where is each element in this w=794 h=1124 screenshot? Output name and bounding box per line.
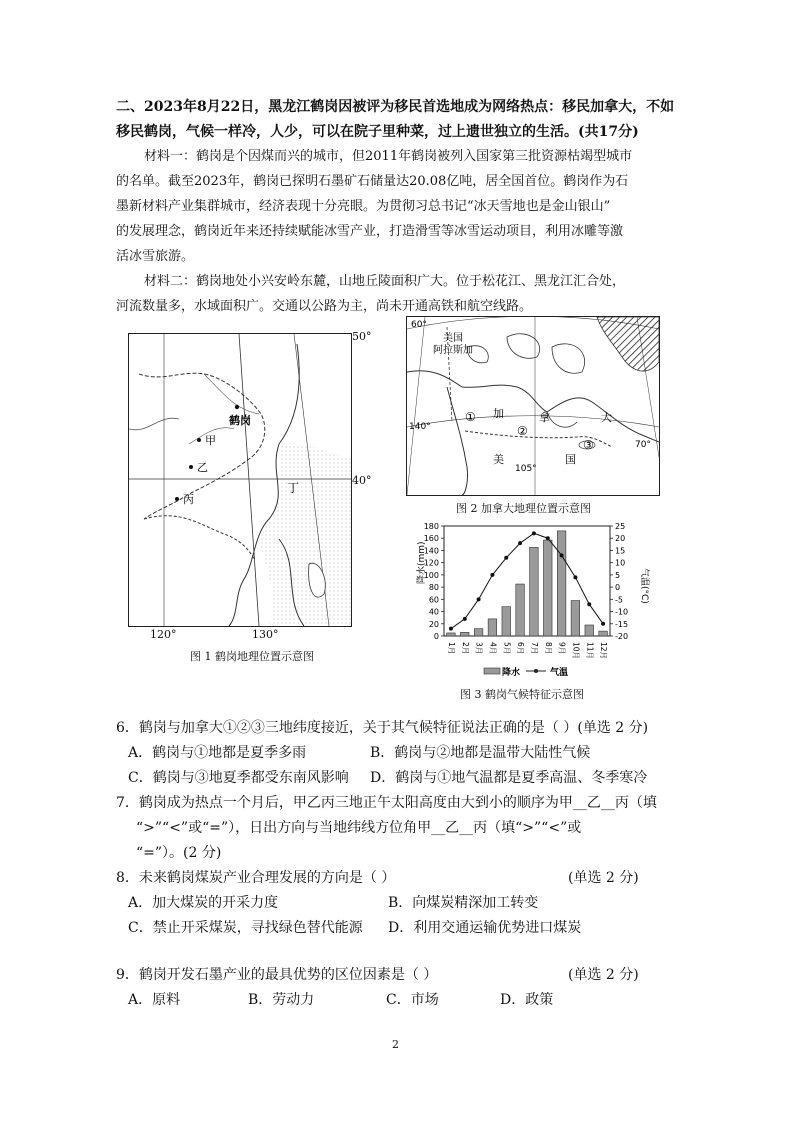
precip-bar (447, 633, 456, 636)
temperature-line (451, 533, 603, 628)
temperature-point (587, 602, 591, 606)
fig3-caption: 图 3 鹤岗气候特征示意图 (460, 688, 584, 701)
precip-bar (571, 601, 580, 636)
temperature-point (560, 553, 564, 557)
yi-point (189, 465, 193, 469)
month-label: 3月 (474, 642, 484, 655)
ylabel-left: 降水(mm) (417, 541, 427, 584)
month-label: 6月 (516, 642, 526, 655)
ytick-right-label: -5 (615, 595, 623, 605)
ytick-left-label: 60 (428, 595, 439, 605)
page-number: 2 (392, 1038, 399, 1051)
q9-option-b[interactable]: B．劳动力 (248, 992, 315, 1008)
ding-label: 丁 (287, 481, 300, 495)
legend-bar-swatch (484, 668, 500, 674)
q6-option-a[interactable]: A．鹤岗与①地都是夏季多雨 (128, 745, 307, 761)
q7-line2: “>”“<”或“=”），日出方向与当地纬线方位角甲__乙__丙（填“>”“<”或 (136, 820, 582, 836)
month-label: 12月 (599, 642, 609, 660)
ylabel-right: 气温(°C) (639, 568, 649, 604)
fig2-lon-70: 70° (635, 440, 651, 450)
canada-map-drawing (407, 317, 659, 495)
q8-option-b[interactable]: B．向煤炭精深加工转变 (388, 895, 539, 911)
fig1-lat-50: 50° (352, 330, 372, 343)
month-label: 9月 (557, 642, 567, 655)
precip-bar (516, 584, 525, 636)
fig2-lon-140: 140° (409, 422, 431, 432)
ytick-right-label: -10 (615, 607, 629, 617)
q8-option-c[interactable]: C．禁止开采煤炭，寻找绿色替代能源 (128, 920, 363, 936)
material1-line4: 的发展理念，鹤岗近年来还持续赋能冰雪产业，打造滑雪等冰雪运动项目，利用冰雕等激 (116, 224, 624, 239)
material1-line1: 材料一：鹤岗是个因煤而兴的城市，但2011年鹤岗被列入国家第三批资源枯竭型城市 (144, 149, 633, 164)
q6-option-d[interactable]: D．鹤岗与①地气温都是夏季高温、冬季寒冷 (370, 770, 648, 786)
month-label: 2月 (460, 642, 470, 655)
hegang-map (128, 333, 352, 627)
month-label: 10月 (571, 642, 581, 660)
bing-point (175, 497, 179, 501)
month-label: 4月 (488, 642, 498, 655)
canada-char-jia: 加 (493, 407, 504, 420)
climate-chart-svg (406, 518, 658, 704)
hegang-label: 鹤岗 (229, 414, 251, 427)
usa-char-mei: 美 (493, 453, 504, 466)
temperature-point (532, 531, 536, 535)
temperature-point (490, 573, 494, 577)
q8-option-a[interactable]: A．加大煤炭的开采力度 (128, 895, 279, 911)
ytick-left-label: 20 (428, 619, 439, 629)
ytick-left-label: 140 (423, 546, 439, 556)
ytick-right-label: -20 (615, 632, 629, 641)
ytick-right-label: 20 (615, 534, 626, 544)
fig2-lon-105: 105° (515, 464, 537, 474)
canada-map (406, 316, 660, 496)
fig1-lat-40: 40° (352, 474, 372, 487)
precip-bar (460, 632, 469, 636)
section-heading-line1: 二、2023年8月22日，黑龙江鹤岗因被评为移民首选地成为网络热点：移民加拿大，不如 (116, 99, 675, 115)
legend-precip: 降水 (502, 668, 521, 678)
ytick-right-label: 0 (615, 583, 621, 593)
site-3: ③ (583, 438, 594, 452)
precip-bar (585, 625, 594, 636)
ytick-left-label: 120 (423, 558, 439, 568)
q6-stem: 6．鹤岗与加拿大①②③三地纬度接近，关于其气候特征说法正确的是（ ）(单选 2 分) (116, 720, 649, 736)
bing-label: 丙 (183, 493, 194, 506)
precip-bar (530, 547, 539, 636)
fig1-lon-130: 130° (252, 628, 279, 641)
site-1: ① (465, 410, 476, 424)
q6-option-b[interactable]: B．鹤岗与②地都是温带大陆性气候 (370, 745, 591, 761)
fig2-lat-60: 60° (411, 320, 427, 330)
ytick-left-label: 80 (428, 583, 439, 593)
ytick-right-label: 25 (615, 522, 626, 531)
precip-bar (599, 631, 608, 636)
hegang-point (235, 405, 239, 409)
climate-chart (406, 518, 658, 704)
ytick-left-label: 160 (423, 534, 439, 544)
temperature-point (449, 627, 453, 631)
q8-stem: 8．未来鹤岗煤炭产业合理发展的方向是（ ） (116, 870, 396, 886)
jia-point (197, 438, 201, 442)
alaska-line1: 美国 (443, 333, 463, 344)
temperature-point (601, 622, 605, 626)
q9-option-a[interactable]: A．原料 (128, 992, 181, 1008)
q7-line1: 7．鹤岗成为热点一个月后，甲乙丙三地正午太阳高度由大到小的顺序为甲__乙__丙（填 (116, 795, 657, 811)
ytick-left-label: 40 (428, 607, 439, 617)
precip-bar (543, 540, 552, 636)
site-2: ② (517, 424, 528, 438)
ytick-left-label: 180 (423, 522, 439, 531)
canada-char-na: 拿 (539, 411, 550, 424)
fig1-lon-120: 120° (150, 628, 177, 641)
ytick-left-label: 100 (423, 570, 439, 580)
material2-line1: 材料二：鹤岗地处小兴安岭东麓，山地丘陵面积广大。位于松花江、黑龙江汇合处， (144, 274, 626, 289)
q6-option-c[interactable]: C．鹤岗与③地夏季都受东南风影响 (128, 770, 349, 786)
ytick-right-label: 15 (615, 546, 626, 556)
ytick-right-label: 10 (615, 558, 626, 568)
month-label: 1月 (446, 642, 456, 655)
temperature-point (477, 597, 481, 601)
month-label: 8月 (543, 642, 553, 655)
temperature-point (504, 556, 508, 560)
q8-tag: (单选 2 分) (568, 870, 639, 886)
temperature-point (463, 617, 467, 621)
alaska-line2: 阿拉斯加 (433, 345, 473, 356)
legend-temp: 气温 (550, 668, 569, 678)
q7-line3: “=”）。(2 分) (136, 845, 222, 861)
fig2-caption: 图 2 加拿大地理位置示意图 (456, 502, 591, 515)
ytick-right-label: -15 (615, 619, 629, 629)
jia-label: 甲 (205, 434, 216, 447)
material1-line5: 活冰雪旅游。 (116, 249, 195, 264)
q9-option-c[interactable]: C．市场 (386, 992, 439, 1008)
precip-bar (557, 531, 566, 636)
material1-line3: 墨新材料产业集群城市，经济表现十分亮眼。为贯彻习总书记“冰天雪地也是金山银山” (116, 199, 611, 214)
temperature-point (546, 536, 550, 540)
precip-bar (488, 619, 497, 636)
q9-stem: 9．鹤岗开发石墨产业的最具优势的区位因素是（ ） (116, 967, 438, 983)
material2-line2: 河流数量多，水域面积广。交通以公路为主，尚未开通高铁和航空线路。 (116, 299, 533, 314)
month-label: 5月 (502, 642, 512, 655)
legend-line-marker (534, 669, 538, 673)
yi-label: 乙 (197, 461, 208, 474)
q8-option-d[interactable]: D．利用交通运输优势进口煤炭 (388, 920, 582, 936)
hegang-map-drawing (129, 334, 351, 626)
ytick-left-label: 0 (433, 632, 439, 641)
month-label: 11月 (585, 642, 595, 660)
fig1-caption: 图 1 鹤岗地理位置示意图 (190, 650, 314, 663)
usa-char-guo: 国 (565, 453, 576, 466)
precip-bar (502, 607, 511, 636)
section-heading-line2: 移民鹤岗，气候一样冷，人少，可以在院子里种菜，过上遗世独立的生活。(共17分) (116, 124, 639, 140)
temperature-point (573, 575, 577, 579)
canada-char-da: 大 (601, 411, 612, 424)
precip-bar (474, 629, 483, 636)
q9-option-d[interactable]: D．政策 (500, 992, 554, 1008)
temperature-point (518, 541, 522, 545)
material1-line2: 的名单。截至2023年，鹤岗已探明石墨矿石储量达20.08亿吨，居全国首位。鹤岗作为石 (116, 174, 629, 189)
q9-tag: (单选 2 分) (568, 967, 639, 983)
ytick-right-label: 5 (615, 570, 621, 580)
month-label: 7月 (529, 642, 539, 655)
